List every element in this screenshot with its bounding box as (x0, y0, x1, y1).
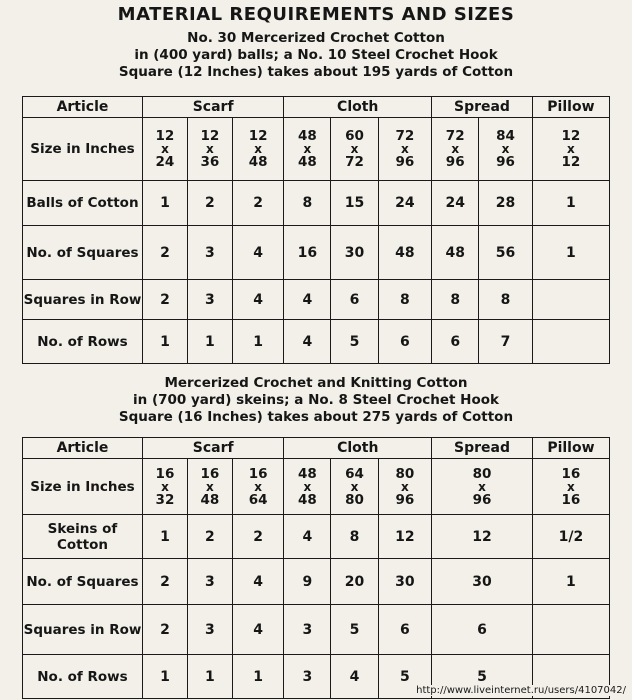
size-cell: 16 x 64 (232, 459, 283, 515)
size-cell: 72 x 96 (378, 118, 432, 181)
value-cell: 16 (284, 226, 331, 280)
value-cell: 24 (432, 181, 479, 226)
size-cell: 16 x 48 (187, 459, 232, 515)
size-cell: 16 x 32 (142, 459, 187, 515)
size-cell: 12 x 48 (232, 118, 283, 181)
value-cell: 4 (232, 605, 283, 655)
value-cell: 2 (187, 515, 232, 559)
section1-intro-line: No. 30 Mercerized Crochet Cotton (187, 30, 445, 46)
size-cell: 64 x 80 (331, 459, 378, 515)
row-label: No. of Squares (23, 226, 143, 280)
table-row (23, 515, 610, 559)
header-scarf: Scarf (142, 97, 283, 118)
section2-intro-line: Square (16 Inches) takes about 275 yards of Cotton (118, 409, 514, 425)
value-cell: 2 (142, 559, 187, 605)
value-cell (532, 280, 609, 320)
value-cell: 8 (378, 280, 432, 320)
value-cell: 3 (187, 605, 232, 655)
value-cell: 15 (331, 181, 378, 226)
section1-intro-line: in (400 yard) balls; a No. 10 Steel Crochet Hook (134, 47, 498, 63)
row-label: Size in Inches (23, 459, 143, 515)
section1-intro (0, 30, 632, 81)
row-label: Skeins of Cotton (23, 515, 143, 559)
value-cell: 1 (142, 655, 187, 699)
value-cell: 1 (532, 226, 609, 280)
value-cell: 12 (378, 515, 432, 559)
value-cell (532, 320, 609, 364)
value-cell: 1 (532, 181, 609, 226)
value-cell: 6 (331, 280, 378, 320)
value-cell: 4 (232, 559, 283, 605)
row-label: No. of Rows (23, 320, 143, 364)
requirements-table-1 (22, 96, 610, 364)
value-cell: 4 (232, 226, 283, 280)
value-cell: 4 (284, 320, 331, 364)
size-cell: 48 x 48 (284, 118, 331, 181)
value-cell: 1 (187, 655, 232, 699)
value-cell: 6 (378, 320, 432, 364)
row-label: Size in Inches (23, 118, 143, 181)
table-row (23, 181, 610, 226)
value-cell: 28 (479, 181, 533, 226)
value-cell: 5 (331, 320, 378, 364)
value-cell: 8 (432, 280, 479, 320)
value-cell: 1 (532, 559, 609, 605)
value-cell: 2 (142, 605, 187, 655)
value-cell: 5 (331, 605, 378, 655)
size-cell: 72 x 96 (432, 118, 479, 181)
header-pillow: Pillow (532, 438, 609, 459)
value-cell: 4 (284, 280, 331, 320)
row-label: Balls of Cotton (23, 181, 143, 226)
header-article: Article (23, 97, 143, 118)
row-label: No. of Squares (23, 559, 143, 605)
value-cell: 6 (378, 605, 432, 655)
header-spread: Spread (432, 438, 533, 459)
value-cell: 48 (432, 226, 479, 280)
value-cell: 1 (142, 515, 187, 559)
row-label: Squares in Row (23, 280, 143, 320)
size-cell: 12 x 36 (187, 118, 232, 181)
value-cell: 12 (432, 515, 533, 559)
size-cell: 60 x 72 (331, 118, 378, 181)
value-cell: 4 (232, 280, 283, 320)
table-row (23, 226, 610, 280)
value-cell: 7 (479, 320, 533, 364)
value-cell: 1 (232, 655, 283, 699)
section2-intro-line: in (700 yard) skeins; a No. 8 Steel Crochet Hook (133, 392, 499, 408)
value-cell: 4 (331, 655, 378, 699)
section2-intro-line: Mercerized Crochet and Knitting Cotton (164, 375, 468, 391)
value-cell: 1 (142, 181, 187, 226)
size-row (23, 118, 610, 181)
header-spread: Spread (432, 97, 533, 118)
value-cell: 8 (284, 181, 331, 226)
table-row (23, 559, 610, 605)
value-cell: 1 (142, 320, 187, 364)
value-cell: 2 (142, 280, 187, 320)
value-cell: 3 (187, 226, 232, 280)
value-cell: 3 (284, 605, 331, 655)
value-cell: 5 (378, 655, 432, 699)
size-cell: 16 x 16 (532, 459, 609, 515)
source-watermark: http://www.liveinternet.ru/users/4107042/ (416, 685, 626, 696)
value-cell: 9 (284, 559, 331, 605)
value-cell: 30 (331, 226, 378, 280)
header-article: Article (23, 438, 143, 459)
value-cell: 30 (432, 559, 533, 605)
value-cell: 24 (378, 181, 432, 226)
section2-intro (0, 375, 632, 426)
page-title: MATERIAL REQUIREMENTS AND SIZES (117, 4, 515, 25)
table-row (23, 280, 610, 320)
header-pillow: Pillow (532, 97, 609, 118)
value-cell: 8 (479, 280, 533, 320)
value-cell: 2 (187, 181, 232, 226)
value-cell: 5 (432, 655, 533, 699)
value-cell: 1 (187, 320, 232, 364)
value-cell: 3 (187, 280, 232, 320)
value-cell: 2 (142, 226, 187, 280)
value-cell: 20 (331, 559, 378, 605)
value-cell (532, 605, 609, 655)
size-cell: 84 x 96 (479, 118, 533, 181)
value-cell: 48 (378, 226, 432, 280)
header-scarf: Scarf (142, 438, 283, 459)
value-cell: 6 (432, 320, 479, 364)
value-cell: 2 (232, 515, 283, 559)
value-cell: 3 (284, 655, 331, 699)
size-cell: 48 x 48 (284, 459, 331, 515)
value-cell: 30 (378, 559, 432, 605)
table-row (23, 605, 610, 655)
header-cloth: Cloth (284, 97, 432, 118)
row-label: No. of Rows (23, 655, 143, 699)
size-cell: 12 x 24 (142, 118, 187, 181)
value-cell: 1 (232, 320, 283, 364)
requirements-table-2 (22, 437, 610, 699)
size-cell: 12 x 12 (532, 118, 609, 181)
table-row (23, 320, 610, 364)
value-cell: 6 (432, 605, 533, 655)
section1-intro-line: Square (12 Inches) takes about 195 yards of Cotton (118, 64, 514, 80)
value-cell: 4 (284, 515, 331, 559)
value-cell: 56 (479, 226, 533, 280)
value-cell: 2 (232, 181, 283, 226)
value-cell: 8 (331, 515, 378, 559)
size-cell: 80 x 96 (378, 459, 432, 515)
header-cloth: Cloth (284, 438, 432, 459)
table-header-row (23, 438, 610, 459)
size-row (23, 459, 610, 515)
table-header-row (23, 97, 610, 118)
row-label: Squares in Row (23, 605, 143, 655)
value-cell: 3 (187, 559, 232, 605)
value-cell: 1/2 (532, 515, 609, 559)
size-cell: 80 x 96 (432, 459, 533, 515)
